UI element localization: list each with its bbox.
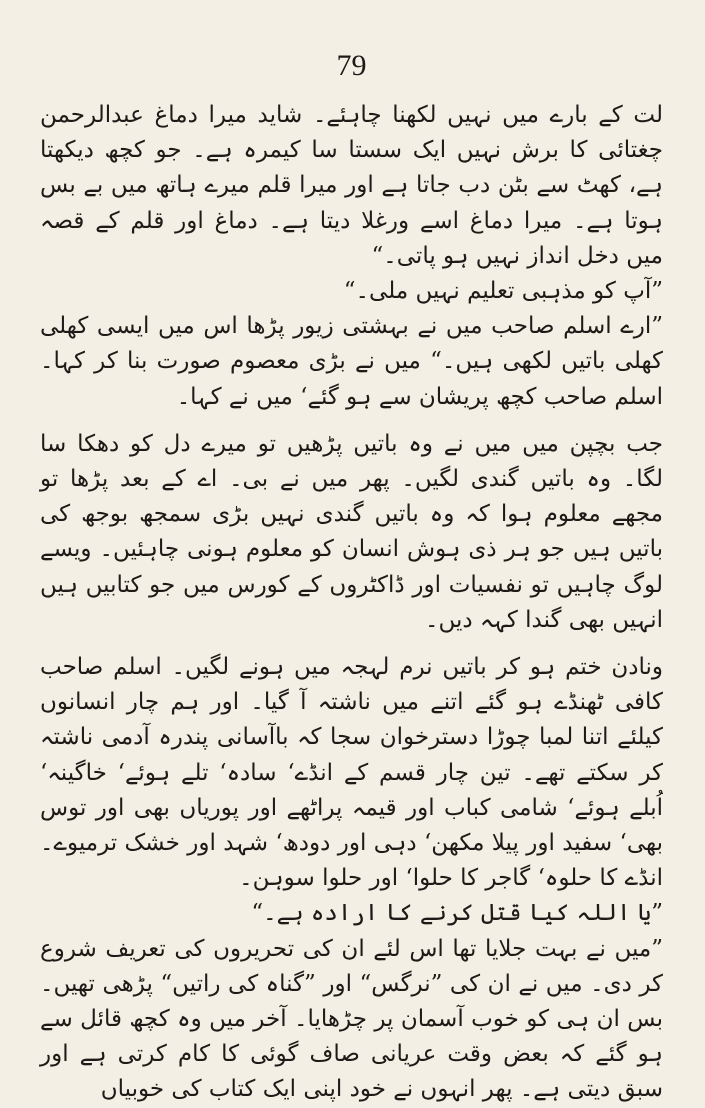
paragraph: ونادن ختم ہو کر باتیں نرم لہجہ میں ہونے لگیں۔ اسلم صاحب کافی ٹھنڈے ہو گئے اتنے میں ناشتہ آ گیا۔ اور ہم چار انسانوں کیلئے اتنا لمبا چوڑا دسترخوان سجا کہ باآسانی پندرہ آدمی ناشتہ کر سکتے تھے۔ تین چار قسم کے انڈے‘ سادہ‘ تلے ہوئے‘ خاگینہ‘ اُبلے ہوئے‘ شامی کباب اور قیمہ پراٹھے اور پوریاں بھی اور توس بھی‘ سفید اور پیلا مکھن‘ دہی اور دودھ‘ شہد اور خشک ترمیوے۔ انڈے کا حلوہ‘ گاجر کا حلوا‘ اور حلوا سوہن۔: [40, 654, 663, 892]
paragraph: ”میں نے بہت جلایا تھا اس لئے ان کی تحریروں کی تعریف شروع کر دی۔ میں نے ان کی ”نرگس“ اور ”گناہ کی راتیں“ پڑھی تھیں۔ بس ان ہی کو خوب آسمان پر چڑھایا۔ آخر میں وہ کچھ قائل سے ہو گئے کہ بعض وقت عریانی صاف گوئی کا کام کرتی ہے اور سبق دیتی ہے۔ پھر انہوں نے خود اپنی ایک کتاب کی خوبیاں: [40, 935, 663, 1103]
paragraph: ”ارے اسلم صاحب میں نے بہشتی زیور پڑھا اس میں ایسی کھلی کھلی باتیں لکھی ہیں۔“ میں نے بڑی معصوم صورت بنا کر کہا۔ اسلم صاحب کچھ پریشان سے ہو گئے‘ میں نے کہا۔: [40, 313, 663, 410]
body-text: [40, 98, 663, 1108]
paragraph: لت کے بارے میں نہیں لکھنا چاہئے۔ شاید میرا دماغ عبدالرحمن چغتائی کا برش نہیں ایک سستا سا کیمرہ ہے۔ جو کچھ دیکھتا ہے، کھٹ سے بٹن دب جاتا ہے اور میرا قلم میرے ہاتھ میں بے بس ہوتا ہے۔ میرا دماغ اسے ورغلا دیتا ہے۔ دماغ اور قلم کے قصہ میں دخل انداز نہیں ہو پاتی۔“: [40, 102, 663, 269]
paragraph: ”آپ کو مذہبی تعلیم نہیں ملی۔“: [343, 278, 663, 305]
page-number: 79: [336, 49, 367, 82]
paragraph: جب بچپن میں میں نے وہ باتیں پڑھیں تو میرے دل کو دھکا سا لگا۔ وہ باتیں گندی لگیں۔ پھر میں نے بی۔ اے کے بعد پڑھا تو مجھے معلوم ہوا کہ وہ باتیں گندی نہیں بڑی سمجھ بوجھ کی باتیں ہیں جو ہر ذی ہوش انسان کو معلوم ہونی چاہئیں۔ ویسے لوگ چاہیں تو نفسیات اور ڈاکٹروں کے کورس میں جو کتابیں ہیں انہیں بھی گندا کہہ دیں۔: [40, 430, 663, 633]
paragraph: ”یا اللہ کیا قتل کرنے کا ارادہ ہے۔“: [251, 900, 663, 927]
